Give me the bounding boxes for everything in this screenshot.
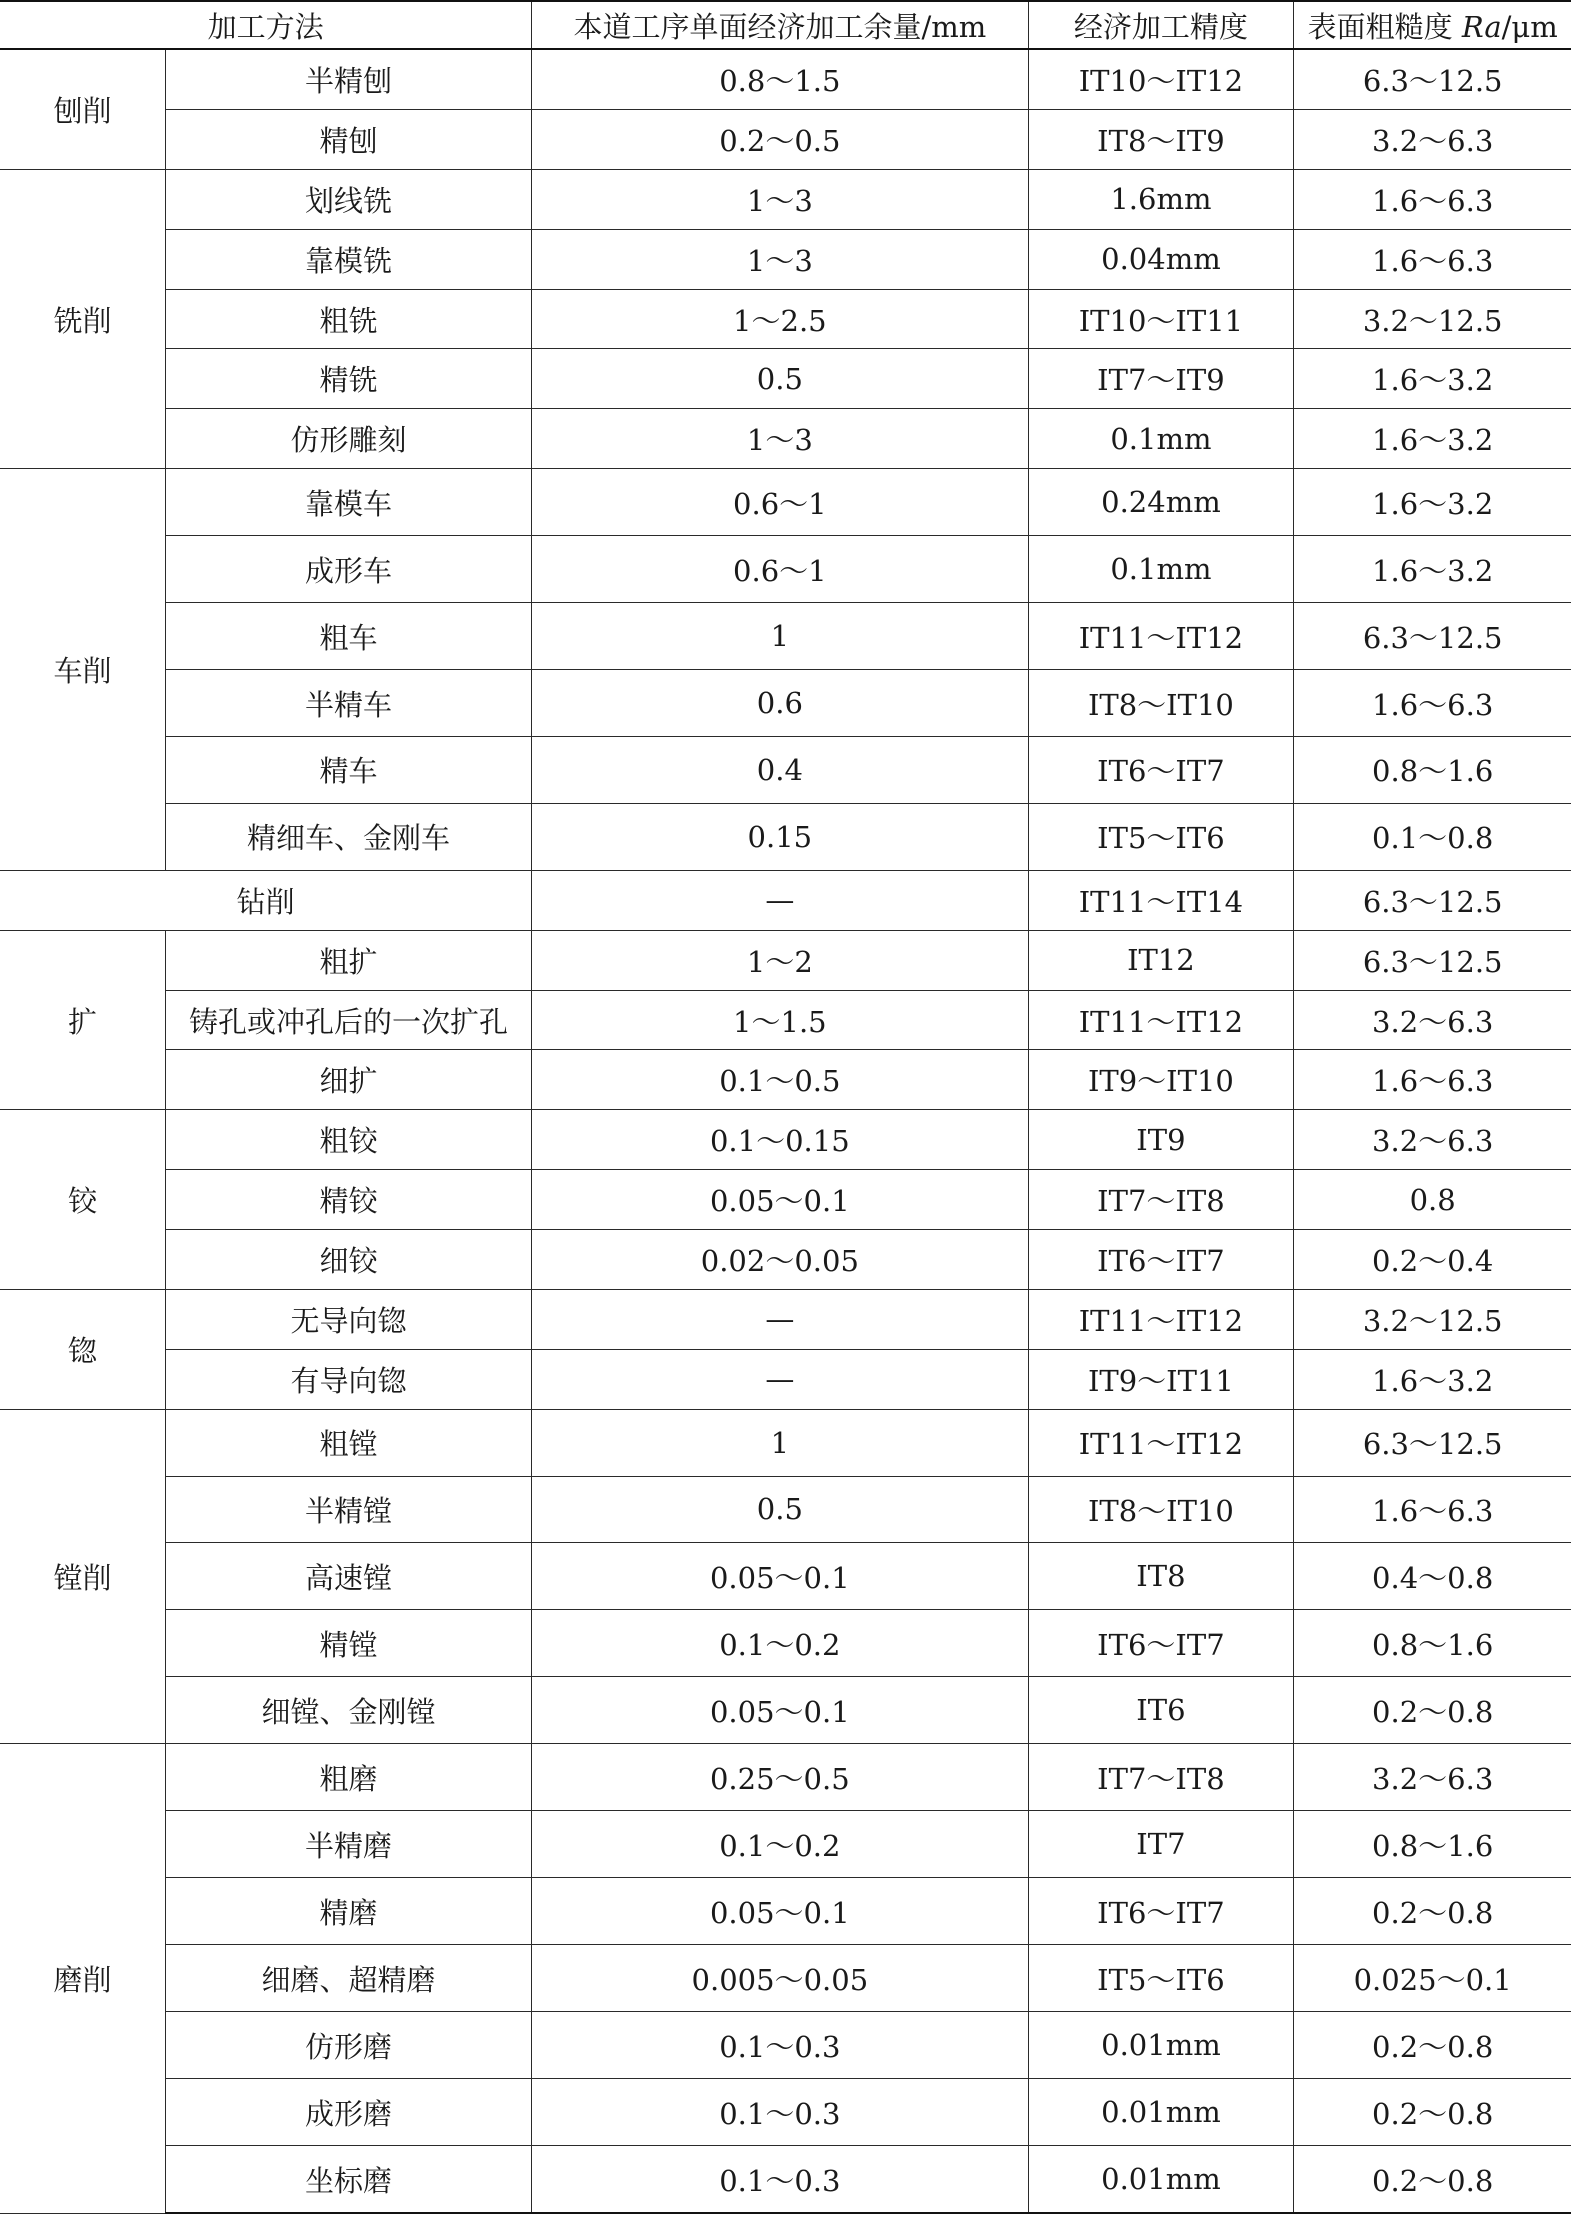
method-group-cell: 刨削 [0, 49, 165, 169]
method-cell: 高速镗 [165, 1543, 531, 1610]
allowance-cell: 0.5 [532, 349, 1028, 409]
header-roughness-prefix: 表面粗糙度 [1307, 9, 1462, 44]
roughness-cell: 1.6～3.2 [1294, 469, 1571, 536]
header-method: 加工方法 [0, 1, 532, 49]
table-row [0, 1050, 1571, 1110]
allowance-cell: 0.6 [532, 670, 1028, 737]
table-row [0, 1543, 1571, 1610]
roughness-cell: 0.8～1.6 [1294, 1610, 1571, 1677]
method-cell: 精铣 [165, 349, 531, 409]
roughness-cell: 0.8～1.6 [1294, 1811, 1571, 1878]
allowance-cell: — [532, 1289, 1028, 1349]
table-row [0, 1409, 1571, 1476]
roughness-cell: 0.2～0.8 [1294, 1878, 1571, 1945]
table-row [0, 1610, 1571, 1677]
allowance-cell: 0.05～0.1 [532, 1543, 1028, 1610]
precision-cell: IT7 [1028, 1811, 1294, 1878]
header-roughness-suffix: /μm [1501, 9, 1558, 44]
precision-cell: IT11～IT14 [1028, 870, 1294, 930]
method-cell: 划线铣 [165, 169, 531, 229]
allowance-cell: 0.005～0.05 [532, 1945, 1028, 2012]
method-cell: 成形磨 [165, 2079, 531, 2146]
roughness-cell: 3.2～6.3 [1294, 110, 1571, 170]
allowance-cell: 0.1～0.15 [532, 1110, 1028, 1170]
allowance-cell: — [532, 870, 1028, 930]
roughness-cell: 1.6～6.3 [1294, 670, 1571, 737]
allowance-cell: 0.1～0.5 [532, 1050, 1028, 1110]
method-cell: 半精磨 [165, 1811, 531, 1878]
method-cell: 细扩 [165, 1050, 531, 1110]
header-roughness [1294, 1, 1571, 49]
method-cell: 半精刨 [165, 49, 531, 110]
roughness-cell: 0.2～0.8 [1294, 1677, 1571, 1744]
roughness-cell: 6.3～12.5 [1294, 603, 1571, 670]
table-row [0, 1811, 1571, 1878]
table-row [0, 670, 1571, 737]
method-cell: 精细车、金刚车 [165, 803, 531, 870]
precision-cell: IT8～IT9 [1028, 110, 1294, 170]
table-row [0, 349, 1571, 409]
method-cell: 粗铰 [165, 1110, 531, 1170]
method-cell: 半精车 [165, 670, 531, 737]
table-row [0, 1349, 1571, 1409]
precision-cell: IT11～IT12 [1028, 603, 1294, 670]
roughness-cell: 1.6～6.3 [1294, 1050, 1571, 1110]
method-cell: 粗扩 [165, 930, 531, 990]
method-cell: 半精镗 [165, 1476, 531, 1543]
precision-cell: IT6～IT7 [1028, 737, 1294, 804]
allowance-cell: 0.4 [532, 737, 1028, 804]
roughness-cell: 0.8～1.6 [1294, 737, 1571, 804]
method-cell: 粗磨 [165, 1744, 531, 1811]
roughness-cell: 0.2～0.8 [1294, 2012, 1571, 2079]
table-body [0, 49, 1571, 2213]
precision-cell: 0.1mm [1028, 409, 1294, 469]
allowance-cell: 0.02～0.05 [532, 1230, 1028, 1290]
table-row [0, 1744, 1571, 1811]
table-row [0, 2079, 1571, 2146]
table-row [0, 803, 1571, 870]
method-cell: 成形车 [165, 536, 531, 603]
roughness-cell: 1.6～6.3 [1294, 1476, 1571, 1543]
roughness-cell: 0.8 [1294, 1170, 1571, 1230]
allowance-cell: 1～2.5 [532, 289, 1028, 349]
precision-cell: IT7～IT8 [1028, 1744, 1294, 1811]
table-row [0, 2146, 1571, 2213]
roughness-cell: 6.3～12.5 [1294, 1409, 1571, 1476]
table-row [0, 469, 1571, 536]
allowance-cell: 0.1～0.2 [532, 1610, 1028, 1677]
precision-cell: IT6～IT7 [1028, 1610, 1294, 1677]
roughness-cell: 3.2～6.3 [1294, 1110, 1571, 1170]
roughness-cell: 1.6～6.3 [1294, 229, 1571, 289]
table-row [0, 536, 1571, 603]
allowance-cell: 0.25～0.5 [532, 1744, 1028, 1811]
method-cell: 细磨、超精磨 [165, 1945, 531, 2012]
allowance-cell: 1～1.5 [532, 990, 1028, 1050]
precision-cell: IT11～IT12 [1028, 990, 1294, 1050]
roughness-cell: 0.2～0.8 [1294, 2146, 1571, 2213]
precision-cell: IT6～IT7 [1028, 1230, 1294, 1290]
roughness-cell: 1.6～3.2 [1294, 409, 1571, 469]
method-group-cell: 铣削 [0, 169, 165, 468]
allowance-cell: — [532, 1349, 1028, 1409]
roughness-cell: 1.6～3.2 [1294, 536, 1571, 603]
roughness-cell: 3.2～6.3 [1294, 1744, 1571, 1811]
method-cell: 粗车 [165, 603, 531, 670]
table-row [0, 737, 1571, 804]
precision-cell: 0.01mm [1028, 2012, 1294, 2079]
table-row [0, 930, 1571, 990]
precision-cell: IT6～IT7 [1028, 1878, 1294, 1945]
allowance-cell: 0.1～0.3 [532, 2012, 1028, 2079]
roughness-cell: 0.1～0.8 [1294, 803, 1571, 870]
method-cell: 精磨 [165, 1878, 531, 1945]
table-row [0, 229, 1571, 289]
table-row [0, 110, 1571, 170]
method-cell: 精铰 [165, 1170, 531, 1230]
precision-cell: IT10～IT11 [1028, 289, 1294, 349]
precision-cell: 1.6mm [1028, 169, 1294, 229]
roughness-cell: 1.6～6.3 [1294, 169, 1571, 229]
method-cell: 有导向锪 [165, 1349, 531, 1409]
method-group-cell: 钻削 [0, 870, 532, 930]
allowance-cell: 0.1～0.3 [532, 2146, 1028, 2213]
precision-cell: IT10～IT12 [1028, 49, 1294, 110]
precision-cell: IT7～IT9 [1028, 349, 1294, 409]
table-row [0, 1230, 1571, 1290]
roughness-cell: 6.3～12.5 [1294, 49, 1571, 110]
precision-cell: 0.04mm [1028, 229, 1294, 289]
table-row [0, 870, 1571, 930]
method-cell: 无导向锪 [165, 1289, 531, 1349]
roughness-cell: 0.025～0.1 [1294, 1945, 1571, 2012]
table-row [0, 603, 1571, 670]
allowance-cell: 1 [532, 1409, 1028, 1476]
header-precision: 经济加工精度 [1028, 1, 1294, 49]
allowance-cell: 0.8～1.5 [532, 49, 1028, 110]
table-row [0, 1289, 1571, 1349]
method-cell: 仿形雕刻 [165, 409, 531, 469]
method-cell: 坐标磨 [165, 2146, 531, 2213]
precision-cell: IT8～IT10 [1028, 1476, 1294, 1543]
table-row [0, 990, 1571, 1050]
allowance-cell: 1～3 [532, 229, 1028, 289]
precision-cell: IT11～IT12 [1028, 1289, 1294, 1349]
allowance-cell: 1 [532, 603, 1028, 670]
allowance-cell: 0.1～0.2 [532, 1811, 1028, 1878]
precision-cell: IT5～IT6 [1028, 1945, 1294, 2012]
precision-cell: IT7～IT8 [1028, 1170, 1294, 1230]
roughness-cell: 0.2～0.8 [1294, 2079, 1571, 2146]
method-cell: 铸孔或冲孔后的一次扩孔 [165, 990, 531, 1050]
roughness-cell: 6.3～12.5 [1294, 930, 1571, 990]
roughness-cell: 3.2～12.5 [1294, 1289, 1571, 1349]
method-group-cell: 车削 [0, 469, 165, 871]
allowance-cell: 0.6～1 [532, 469, 1028, 536]
precision-cell: 0.1mm [1028, 536, 1294, 603]
roughness-cell: 1.6～3.2 [1294, 349, 1571, 409]
method-cell: 精刨 [165, 110, 531, 170]
allowance-cell: 1～2 [532, 930, 1028, 990]
allowance-cell: 1～3 [532, 409, 1028, 469]
method-cell: 细铰 [165, 1230, 531, 1290]
roughness-cell: 3.2～6.3 [1294, 990, 1571, 1050]
method-cell: 粗镗 [165, 1409, 531, 1476]
precision-cell: IT5～IT6 [1028, 803, 1294, 870]
table-row [0, 1677, 1571, 1744]
method-cell: 细镗、金刚镗 [165, 1677, 531, 1744]
method-group-cell: 锪 [0, 1289, 165, 1409]
roughness-cell: 3.2～12.5 [1294, 289, 1571, 349]
table-row [0, 2012, 1571, 2079]
table-row [0, 289, 1571, 349]
precision-cell: 0.24mm [1028, 469, 1294, 536]
method-group-cell: 扩 [0, 930, 165, 1110]
precision-cell: 0.01mm [1028, 2079, 1294, 2146]
header-row [0, 1, 1571, 49]
precision-cell: IT9～IT10 [1028, 1050, 1294, 1110]
table-row [0, 1110, 1571, 1170]
method-cell: 精镗 [165, 1610, 531, 1677]
precision-cell: IT9～IT11 [1028, 1349, 1294, 1409]
precision-cell: IT8～IT10 [1028, 670, 1294, 737]
table-row [0, 49, 1571, 110]
table-row [0, 1945, 1571, 2012]
method-group-cell: 磨削 [0, 1744, 165, 2213]
method-cell: 粗铣 [165, 289, 531, 349]
allowance-cell: 0.5 [532, 1476, 1028, 1543]
precision-cell: IT12 [1028, 930, 1294, 990]
allowance-cell: 0.1～0.3 [532, 2079, 1028, 2146]
method-group-cell: 铰 [0, 1110, 165, 1290]
header-allowance: 本道工序单面经济加工余量/mm [532, 1, 1028, 49]
table-row [0, 169, 1571, 229]
precision-cell: IT9 [1028, 1110, 1294, 1170]
header-roughness-symbol: Ra [1461, 9, 1502, 44]
table-row [0, 1476, 1571, 1543]
allowance-cell: 0.2～0.5 [532, 110, 1028, 170]
table-row [0, 1878, 1571, 1945]
method-cell: 仿形磨 [165, 2012, 531, 2079]
roughness-cell: 0.2～0.4 [1294, 1230, 1571, 1290]
precision-cell: IT8 [1028, 1543, 1294, 1610]
allowance-cell: 0.05～0.1 [532, 1878, 1028, 1945]
method-cell: 靠模铣 [165, 229, 531, 289]
precision-cell: IT11～IT12 [1028, 1409, 1294, 1476]
table-row [0, 409, 1571, 469]
allowance-cell: 1～3 [532, 169, 1028, 229]
allowance-cell: 0.05～0.1 [532, 1170, 1028, 1230]
method-group-cell: 镗削 [0, 1409, 165, 1744]
roughness-cell: 1.6～3.2 [1294, 1349, 1571, 1409]
allowance-cell: 0.05～0.1 [532, 1677, 1028, 1744]
precision-cell: IT6 [1028, 1677, 1294, 1744]
allowance-cell: 0.15 [532, 803, 1028, 870]
allowance-cell: 0.6～1 [532, 536, 1028, 603]
roughness-cell: 6.3～12.5 [1294, 870, 1571, 930]
method-cell: 精车 [165, 737, 531, 804]
precision-cell: 0.01mm [1028, 2146, 1294, 2213]
method-cell: 靠模车 [165, 469, 531, 536]
table-row [0, 1170, 1571, 1230]
roughness-cell: 0.4～0.8 [1294, 1543, 1571, 1610]
